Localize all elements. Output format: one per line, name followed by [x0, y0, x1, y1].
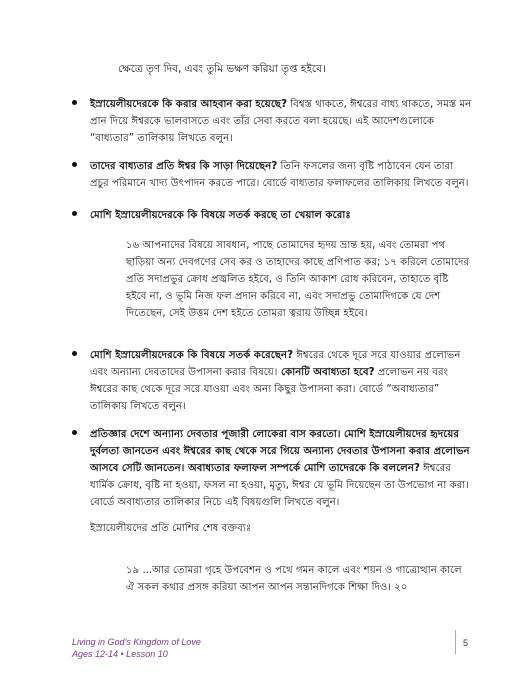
list-item — [72, 96, 472, 147]
page-number: 5 — [463, 638, 469, 648]
question-text: প্রতিজ্ঞার দেশে অন্যান্য দেবতার পূজারী লোকেরা বাস করতো। মোশি ইস্রায়েলীয়দের হৃদয়ের দুর্বলতা জানতেন এবং ঈশ্বরের কাছ থেকে সরে গিয়ে অন্যান্য দেবতার উপাসনা করার প্রলোভন আসবে সেটি জানতেন। অবাধ্যতার ফলাফল সম্পর্কে মোশি তাদেরকে কি বললেন? — [90, 429, 470, 474]
list-item-text — [90, 158, 472, 192]
answer-text: ঈশ্বরের থেকে দূরে সরে যাওয়ার প্রলোভন এবং অন্যান্য দেবতাদের উপাসনা করার বিষয়ে। — [90, 350, 461, 378]
scripture-quote: ১৬ আপনাদের বিষয়ে সাবধান, পাছে তোমাদের হৃদয় ভ্রান্ত হয়, এবং তোমরা পথ ছাড়িয়া অন্য দেবগণের সেব কর ও তাহাদের কাছে প্রণিপাত কর; ১৭ করিলে তোমাদের প্রতি সদাপ্রভুর ক্রোধ প্রজ্বলিত হইবে, ও তিনি আকাশ রোধ করিবেন, তাহাতে বৃষ্টি হইবে না, ও ভূমি নিজ ফল প্রদান করিবে না, এবং সদাপ্রভু তোমাদিগকে যে দেশ দিতেছেন, সেই উত্তম দেশ হইতে তোমরা ত্বরায় উচ্ছিন্ন হইবে। — [126, 240, 470, 319]
footer — [72, 636, 201, 660]
list-item-text — [90, 207, 472, 224]
answer-text: তিনি ফসলের জন্য বৃষ্টি পাঠাবেন যেন তারা প্রচুর পরিমানে খাদ্য উৎপাদন করতে পারে। বোর্ডে বাধ্যতার ফলাফলের তালিকায় লিখতে বলুন। — [90, 161, 469, 189]
answer-text: ঈশ্বরের ধার্মিক ক্রোধ, বৃষ্টি না হওয়া, ফসল না হওয়া, মৃত্যু, ঈশ্বর যে ভূমি দিয়েছেন তা উপভোগ না করা। বোর্ডে অবাধ্যতার তালিকার নিচে এই বিষয়গুলি লিখতে বলুন। — [90, 463, 469, 508]
question-text: কোনটি অবাধ্যতা হবে? — [277, 367, 375, 378]
bullet-icon — [72, 430, 77, 435]
list-item — [72, 207, 472, 224]
scripture-quote: ১৯ ...আর তোমরা গৃহে উপবেশন ও পথে গমন কালে এবং শয়ন ও গাত্রোত্থান কালে ঐ সকল কথার প্রসঙ্গ করিয়া আপন আপন সন্তানদিগকে শিক্ষা দিও। ২০ — [126, 565, 462, 593]
bullet-icon — [72, 162, 77, 167]
bullet-icon — [72, 211, 77, 216]
footer-title: Living in God’s Kingdom of Love — [72, 637, 201, 647]
question-text: তাদের বাধ্যতার প্রতি ঈশ্বর কি সাড়া দিয়েছেন? — [90, 161, 278, 172]
list-item-text — [90, 426, 472, 511]
answer-text: প্রলোভন নয় বরং ঈশ্বরের কাছ থেকে দূরে সরে যাওয়া এবং অন্য কিছুর উপাসনা করা। বোর্ডে “অবাধ্যতার” তালিকায় লিখতে বলুন। — [90, 367, 448, 412]
list-item — [72, 426, 472, 511]
section-heading: ইস্রায়েলীয়দের প্রতি মোশির শেষ বক্তব্যঃ — [90, 523, 252, 534]
bullet-icon — [72, 351, 77, 356]
bullet-icon — [72, 100, 77, 105]
list-item — [72, 158, 472, 192]
question-text: ইস্রায়েলীয়দেরকে কি করার আহবান করা হয়েছে? — [90, 99, 287, 110]
list-item — [72, 347, 472, 415]
footer-subtitle: Ages 12-14 • Lesson 10 — [72, 649, 168, 659]
list-item-text — [90, 347, 472, 415]
answer-text: বিশ্বস্ত থাকতে, ঈশ্বরের বাধ্য থাকতে, সমস্ত মন প্রান দিয়ে ঈশ্বরকে ভালবাসতে এবং তাঁর সেবা করতে বলা হয়েছে। এই আদেশগুলোকে “বাধ্যতার” তালিকায় লিখতে বলুন। — [90, 99, 472, 144]
continuation-text: ক্ষেত্রে তৃণ দিব, এবং তুমি ভক্ষণ করিয়া তৃপ্ত হইবে। — [118, 63, 326, 75]
footer-divider — [455, 630, 456, 654]
question-text: মোশি ইস্রায়েলীয়দেরকে কি বিষয়ে সতর্ক করছে তা খেয়াল করোঃ — [90, 210, 351, 221]
question-text: মোশি ইস্রায়েলীয়দেরকে কি বিষয়ে সতর্ক করেছেন? — [90, 350, 294, 361]
list-item-text — [90, 96, 472, 147]
